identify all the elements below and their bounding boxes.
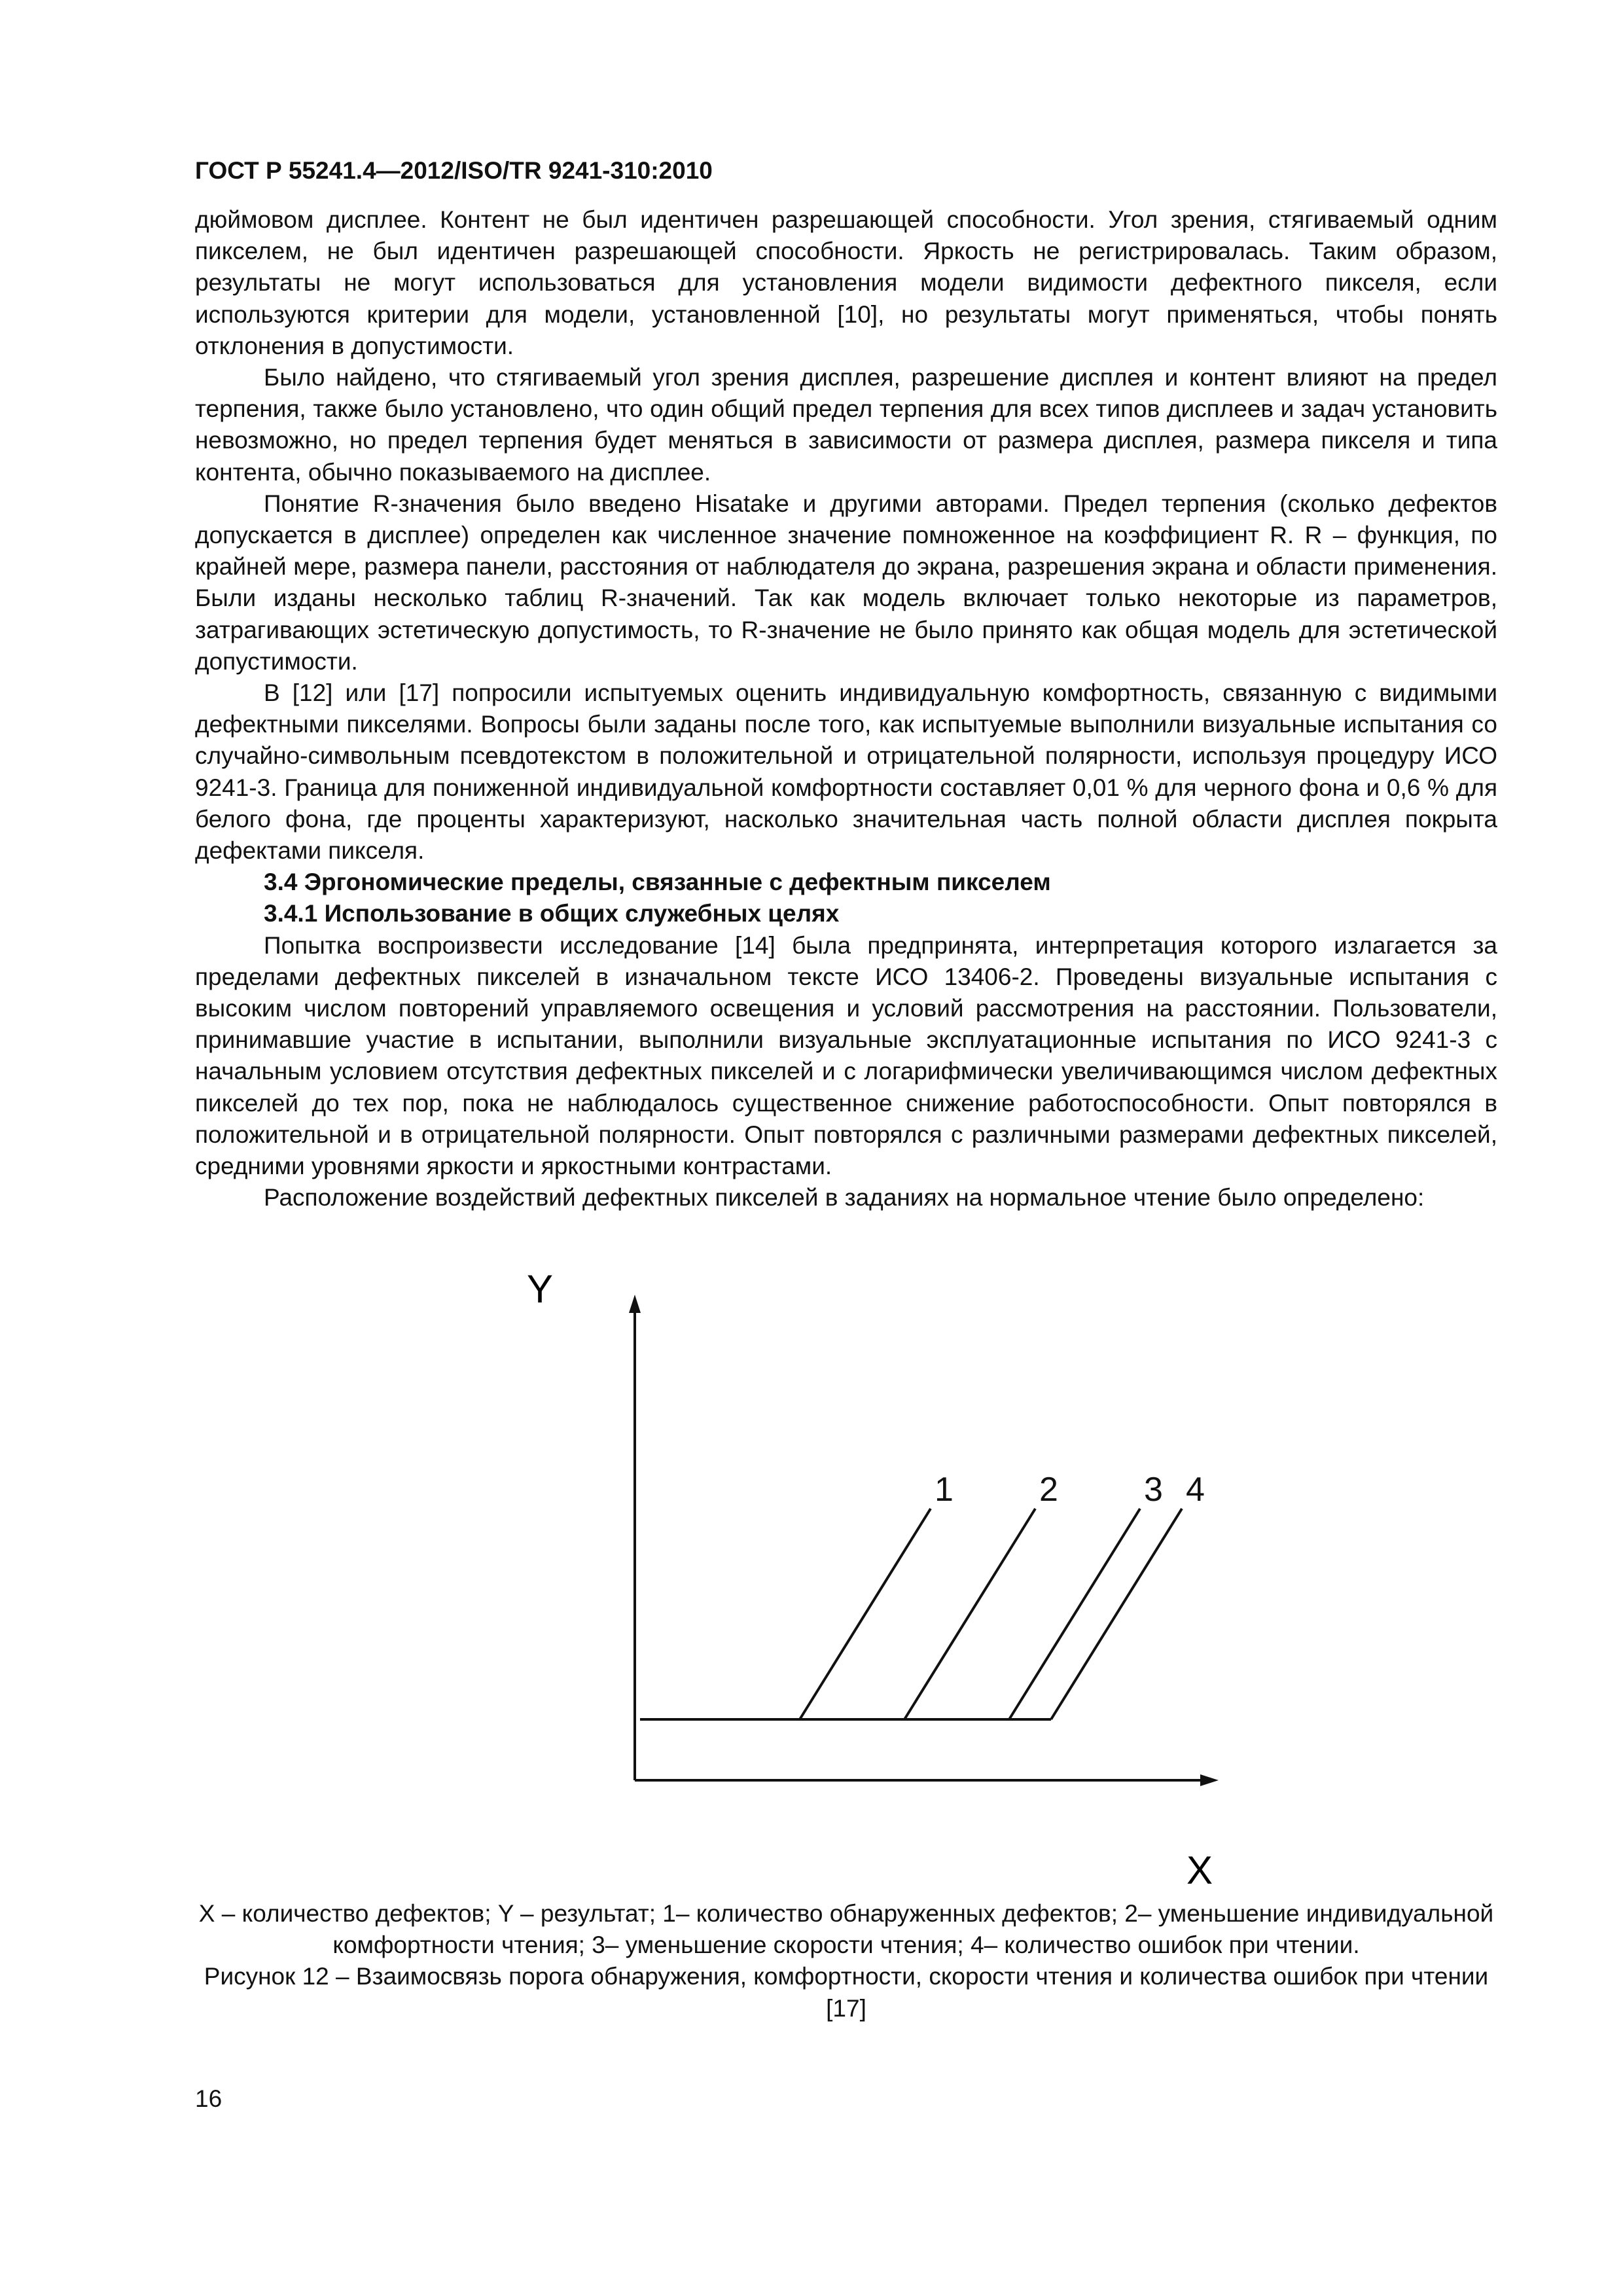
curves-group	[800, 1471, 1205, 1719]
y-axis-arrow-icon	[629, 1295, 641, 1313]
curve-label-1: 1	[935, 1471, 954, 1509]
subsection-heading: 3.4.1 Использование в общих служебных целях	[264, 900, 840, 927]
page-number: 16	[195, 2085, 223, 2112]
document-header: ГОСТ Р 55241.4—2012/ISO/TR 9241-310:2010	[195, 157, 713, 184]
section-heading: 3.4 Эргономические пределы, связанные с дефектным пикселем	[264, 869, 1051, 896]
curve-label-4: 4	[1186, 1471, 1205, 1509]
curve-line-3	[1009, 1509, 1140, 1719]
paragraph: Расположение воздействий дефектных пикселей в заданиях на нормальное чтение было определено:	[264, 1184, 1425, 1211]
curve-label-2: 2	[1039, 1471, 1058, 1509]
figure-legend: X – количество дефектов; Y – результат; 1– количество обнаруженных дефектов; 2– уменьшение индивидуальной комфортности чтения; 3– уменьшение скорости чтения; 4– количество ошибок при чтении.	[198, 1900, 1494, 1959]
curve-label-3: 3	[1144, 1471, 1163, 1509]
figure-caption: Рисунок 12 – Взаимосвязь порога обнаружения, комфортности, скорости чтения и количества ошибок при чтении [17]	[204, 1963, 1489, 2022]
paragraph: В [12] или [17] попросили испытуемых оценить индивидуальную комфортность, связанную с видимыми дефектными пикселями. Вопросы были заданы после того, как испытуемые выполнили визуальные испытания со случайно-символьным псевдотекстом в положительной и отрицательной полярности, используя процедуру ИСО 9241-3. Граница для пониженной индивидуальной комфортности составляет 0,01 % для черного фона и 0,6 % для белого фона, где проценты характеризуют, насколько значительная часть полной области дисплея покрыта дефектами пикселя.	[195, 679, 1497, 865]
curve-line-2	[904, 1509, 1035, 1719]
curve-line-4	[1051, 1509, 1182, 1719]
x-axis-label: X	[1186, 1848, 1213, 1892]
paragraph: Попытка воспроизвести исследование [14] была предпринята, интерпретация которого излагается за пределами дефектных пикселей в изначальном тексте ИСО 13406-2. Проведены визуальные испытания с высоким числом повторений управляемого освещения и условий рассмотрения на расстоянии. Пользователи, принимавшие участие в испытании, выполнили визуальные эксплуатационные испытания по ИСО 9241-3 с начальным условием отсутствия дефектных пикселей и с логарифмически увеличивающимся числом дефектных пикселей до тех пор, пока не наблюдалось существенное снижение работоспособности. Опыт повторялся в положительной и в отрицательной полярности. Опыт повторялся с различными размерами дефектных пикселей, средними уровнями яркости и яркостными контрастами.	[195, 931, 1497, 1180]
figure-caption-block	[195, 1898, 1497, 2024]
y-axis-label: Y	[527, 1267, 554, 1311]
paragraph: Было найдено, что стягиваемый угол зрения дисплея, разрешение дисплея и контент влияют на предел терпения, также было установлено, что один общий предел терпения для всех типов дисплеев и задач установить невозможно, но предел терпения будет меняться в зависимости от размера дисплея, размера пикселя и типа контента, обычно показываемого на дисплее.	[195, 364, 1497, 486]
curve-line-1	[800, 1509, 931, 1719]
paragraph: дюймовом дисплее. Контент не был идентичен разрешающей способности. Угол зрения, стягиваемый одним пикселем, не был идентичен разрешающей способности. Яркость не регистрировалась. Таким образом, результаты не могут использоваться для установления модели видимости дефектного пикселя, если используются критерии для модели, установленной [10], но результаты могут применяться, чтобы понять отклонения в допустимости.	[195, 206, 1497, 359]
paragraph: Понятие R-значения было введено Hisatake и другими авторами. Предел терпения (сколько дефектов допускается в дисплее) определен как численное значение помноженное на коэффициент R. R – функция, по крайней мере, размера панели, расстояния от наблюдателя до экрана, разрешения экрана и области применения. Были изданы несколько таблиц R-значений. Так как модель включает только некоторые из параметров, затрагивающих эстетическую допустимость, то R-значение не было принято как общая модель для эстетической допустимости.	[195, 490, 1497, 675]
x-axis-arrow-icon	[1200, 1774, 1219, 1786]
